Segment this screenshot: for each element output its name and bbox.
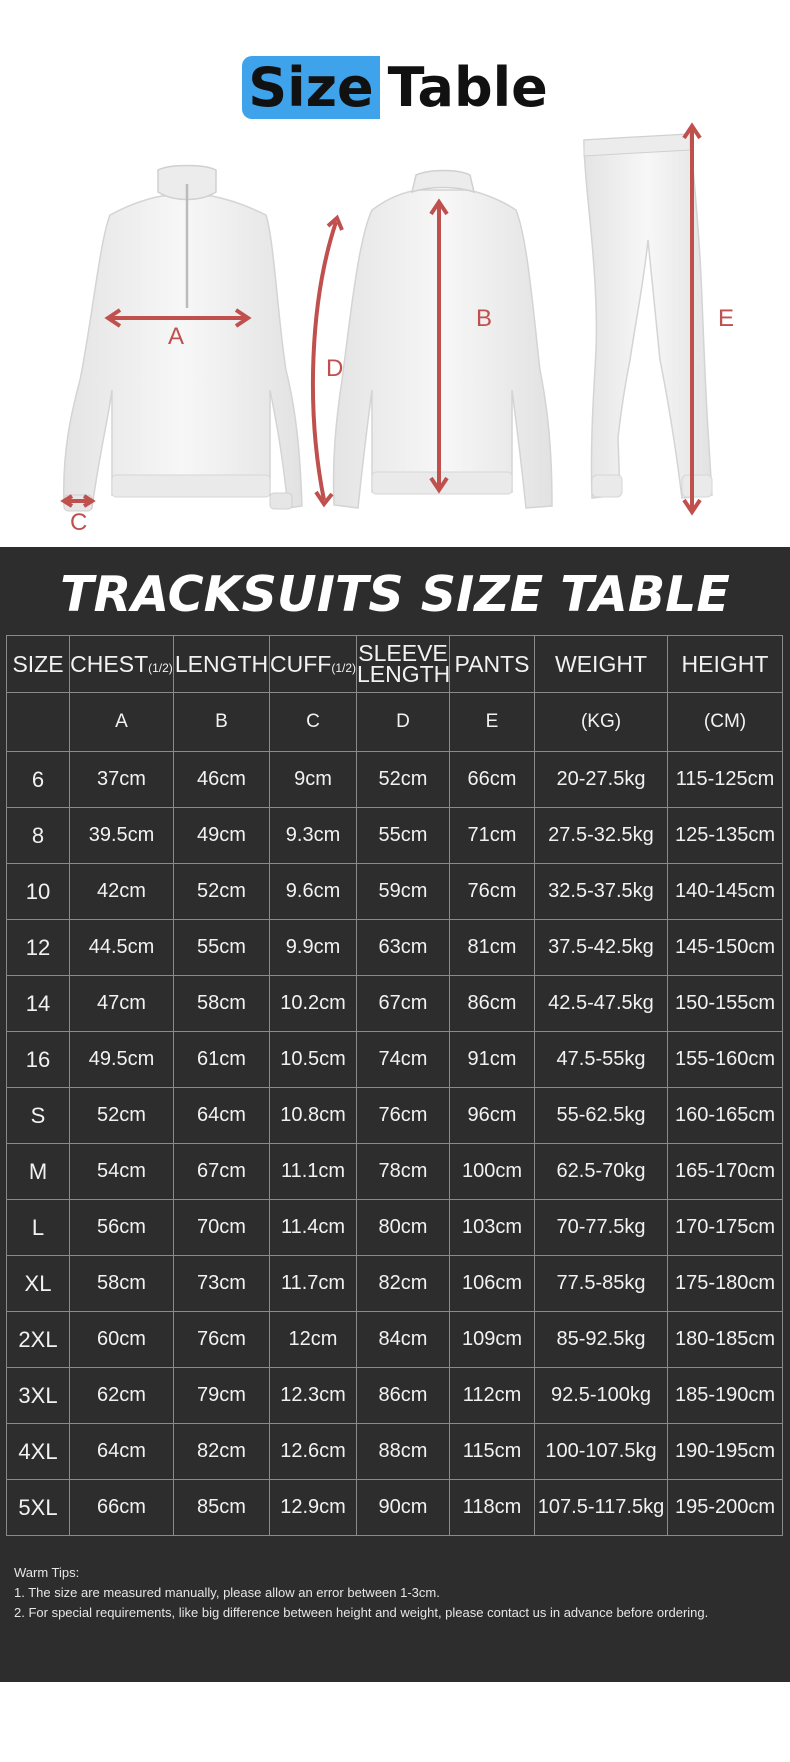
table-cell: 37.5-42.5kg [535,920,668,976]
label-c: C [70,509,88,536]
label-e: E [718,305,735,332]
letter-cell: E [450,693,535,752]
letter-cell: (KG) [535,693,668,752]
table-cell: 12.9cm [270,1480,357,1536]
table-cell: 52cm [174,864,270,920]
table-cell: 73cm [174,1256,270,1312]
header-sleeve-line2: LENGTH [357,661,451,687]
table-cell: 82cm [174,1424,270,1480]
table-cell: 170-175cm [668,1200,783,1256]
table-cell: 96cm [450,1088,535,1144]
warm-tips [14,1563,708,1623]
table-cell: 115cm [450,1424,535,1480]
header-sleeve-line1: SLEEVE [358,640,448,666]
table-cell: 150-155cm [668,976,783,1032]
table-cell: 58cm [174,976,270,1032]
size-cell: 6 [7,752,70,808]
table-cell: 88cm [357,1424,450,1480]
size-cell: 16 [7,1032,70,1088]
table-cell: 64cm [174,1088,270,1144]
table-cell: 81cm [450,920,535,976]
size-cell: XL [7,1256,70,1312]
table-cell: 165-170cm [668,1144,783,1200]
table-cell: 86cm [450,976,535,1032]
table-cell: 84cm [357,1312,450,1368]
table-cell: 100cm [450,1144,535,1200]
header-pants: PANTS [450,636,535,693]
table-cell: 64cm [70,1424,174,1480]
size-cell: S [7,1088,70,1144]
size-cell: 8 [7,808,70,864]
header-size: SIZE [7,636,70,693]
table-row [7,1368,783,1424]
table-cell: 10.5cm [270,1032,357,1088]
table-cell: 9.6cm [270,864,357,920]
table-cell: 63cm [357,920,450,976]
size-cell: M [7,1144,70,1200]
table-cell: 125-135cm [668,808,783,864]
table-cell: 155-160cm [668,1032,783,1088]
table-cell: 78cm [357,1144,450,1200]
table-cell: 60cm [70,1312,174,1368]
table-row [7,1480,783,1536]
table-cell: 76cm [450,864,535,920]
table-cell: 70cm [174,1200,270,1256]
table-cell: 9.9cm [270,920,357,976]
table-cell: 175-180cm [668,1256,783,1312]
table-cell: 42.5-47.5kg [535,976,668,1032]
table-cell: 49cm [174,808,270,864]
footer-space [0,1682,790,1762]
table-cell: 62.5-70kg [535,1144,668,1200]
table-cell: 195-200cm [668,1480,783,1536]
table-cell: 115-125cm [668,752,783,808]
table-row [7,1144,783,1200]
tip-item: 2. For special requirements, like big difference between height and weight, please contact us in advance before ordering. [14,1605,709,1620]
back-jacket [333,171,552,509]
table-cell: 47cm [70,976,174,1032]
table-cell: 145-150cm [668,920,783,976]
letter-cell: D [357,693,450,752]
size-cell: 3XL [7,1368,70,1424]
page-title [0,58,790,118]
table-cell: 66cm [450,752,535,808]
label-d: D [326,355,344,382]
size-cell: 5XL [7,1480,70,1536]
table-cell: 52cm [70,1088,174,1144]
table-row [7,1256,783,1312]
table-cell: 32.5-37.5kg [535,864,668,920]
table-cell: 55cm [174,920,270,976]
table-cell: 67cm [174,1144,270,1200]
header-weight: WEIGHT [535,636,668,693]
table-row [7,1312,783,1368]
table-cell: 11.4cm [270,1200,357,1256]
header-cuff-sub: (1/2) [331,660,357,675]
table-cell: 11.1cm [270,1144,357,1200]
table-cell: 112cm [450,1368,535,1424]
size-cell: 4XL [7,1424,70,1480]
table-cell: 54cm [70,1144,174,1200]
table-cell: 12cm [270,1312,357,1368]
table-cell: 109cm [450,1312,535,1368]
letter-cell: (CM) [668,693,783,752]
table-cell: 80cm [357,1200,450,1256]
table-cell: 82cm [357,1256,450,1312]
table-cell: 58cm [70,1256,174,1312]
table-row [7,1424,783,1480]
table-cell: 70-77.5kg [535,1200,668,1256]
table-row [7,1088,783,1144]
table-cell: 9.3cm [270,808,357,864]
letter-cell: A [70,693,174,752]
table-cell: 79cm [174,1368,270,1424]
table-cell: 180-185cm [668,1312,783,1368]
table-cell: 47.5-55kg [535,1032,668,1088]
table-cell: 11.7cm [270,1256,357,1312]
table-cell: 185-190cm [668,1368,783,1424]
table-cell: 61cm [174,1032,270,1088]
table-cell: 66cm [70,1480,174,1536]
table-cell: 42cm [70,864,174,920]
tip-item: 1. The size are measured manually, please allow an error between 1-3cm. [14,1585,440,1600]
table-cell: 85-92.5kg [535,1312,668,1368]
size-cell: 12 [7,920,70,976]
table-cell: 106cm [450,1256,535,1312]
table-cell: 160-165cm [668,1088,783,1144]
table-cell: 107.5-117.5kg [535,1480,668,1536]
letter-cell: B [174,693,270,752]
size-table-section [0,547,790,1682]
table-cell: 55cm [357,808,450,864]
table-cell: 100-107.5kg [535,1424,668,1480]
table-cell: 71cm [450,808,535,864]
label-a: A [168,323,185,350]
header-length: LENGTH [174,636,270,693]
table-cell: 39.5cm [70,808,174,864]
size-cell: 14 [7,976,70,1032]
table-cell: 52cm [357,752,450,808]
table-cell: 10.8cm [270,1088,357,1144]
table-cell: 86cm [357,1368,450,1424]
table-cell: 56cm [70,1200,174,1256]
table-row [7,976,783,1032]
table-cell: 12.3cm [270,1368,357,1424]
header-height: HEIGHT [668,636,783,693]
table-row [7,752,783,808]
garment-diagram [0,120,790,540]
table-cell: 37cm [70,752,174,808]
label-b: B [476,305,493,332]
table-cell: 77.5-85kg [535,1256,668,1312]
table-cell: 67cm [357,976,450,1032]
letter-cell [7,693,70,752]
table-cell: 190-195cm [668,1424,783,1480]
tips-heading: Warm Tips: [14,1565,80,1580]
header-sleeve-length [357,636,450,693]
table-cell: 74cm [357,1032,450,1088]
illustration-section [0,0,790,547]
table-row [7,1032,783,1088]
table-cell: 55-62.5kg [535,1088,668,1144]
table-cell: 27.5-32.5kg [535,808,668,864]
table-cell: 76cm [357,1088,450,1144]
letters-row [7,693,783,752]
size-cell: 2XL [7,1312,70,1368]
table-cell: 90cm [357,1480,450,1536]
size-cell: 10 [7,864,70,920]
table-cell: 46cm [174,752,270,808]
size-cell: L [7,1200,70,1256]
table-cell: 103cm [450,1200,535,1256]
table-cell: 85cm [174,1480,270,1536]
table-row [7,920,783,976]
size-table [6,635,783,1536]
table-title: TRACKSUITS SIZE TABLE [60,566,730,623]
table-cell: 91cm [450,1032,535,1088]
table-cell: 20-27.5kg [535,752,668,808]
table-cell: 10.2cm [270,976,357,1032]
header-chest-label: CHEST [70,650,149,677]
letter-cell: C [270,693,357,752]
header-chest [70,636,174,693]
table-cell: 118cm [450,1480,535,1536]
table-cell: 9cm [270,752,357,808]
table-row [7,1200,783,1256]
table-cell: 12.6cm [270,1424,357,1480]
header-cuff-label: CUFF [270,650,332,677]
header-row [7,636,783,693]
table-cell: 140-145cm [668,864,783,920]
table-row [7,864,783,920]
table-cell: 92.5-100kg [535,1368,668,1424]
header-cuff [270,636,357,693]
table-cell: 76cm [174,1312,270,1368]
title-rest: Table [387,56,548,119]
table-cell: 49.5cm [70,1032,174,1088]
table-row [7,808,783,864]
table-cell: 59cm [357,864,450,920]
table-cell: 62cm [70,1368,174,1424]
title-highlight: Size [242,56,379,119]
table-cell: 44.5cm [70,920,174,976]
header-chest-sub: (1/2) [148,660,173,675]
